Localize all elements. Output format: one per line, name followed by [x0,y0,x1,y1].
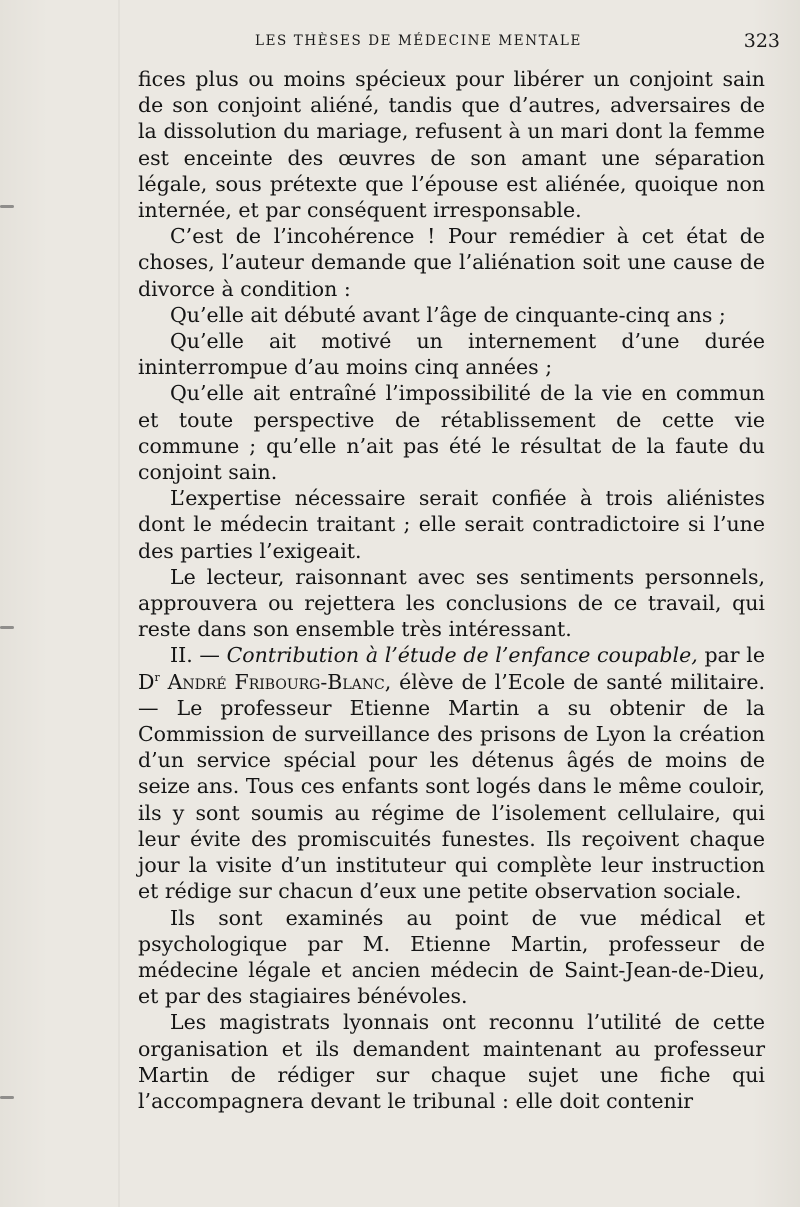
paragraph-condition-3: Qu’elle ait entraîné l’impossibilité de la vie en commun et toute perspective de rétablissement de cette vie commune ; qu’elle n’ait pas été le résultat de la faute du conjoint sain. [138,381,765,485]
page-number: 323 [743,30,780,52]
paragraph-condition-2: Qu’elle ait motivé un internement d’une durée ininterrompue d’au moins cinq années ; [138,329,765,380]
margin-mark [0,626,14,629]
section-numeral: II. — [170,643,220,668]
author-name: André Fribourg-Blanc [167,669,385,694]
body-text [138,66,765,1114]
paragraph-condition-1: Qu’elle ait débuté avant l’âge de cinquante-cinq ans ; [170,302,726,327]
author-prefix: par le D [138,643,765,694]
paragraph: Les magistrats lyonnais ont reconnu l’utilité de cette organisation et ils demandent maintenant au professeur Martin de rédiger sur chaque sujet une fiche qui l’accompagnera devant le tribunal : elle doit contenir [138,1010,765,1113]
paragraph-continuation: fices plus ou moins spécieux pour libérer un conjoint sain de son conjoint aliéné, tandis que d’autres, adversaires de la dissolution du mariage, refusent à un mari dont la femme est enceinte des œuvres de son amant une séparation légale, sous prétexte que l’épouse est aliénée, quoique non internée, et par conséquent irresponsable. [138,67,765,223]
margin-mark [0,205,14,208]
section-body: , élève de l’Ecole de santé militaire. — Le professeur Etienne Martin a su obtenir de la Commission de surveillance des prisons de Lyon la création d’un service spécial pour les détenus âgés de moins de seize ans. Tous ces enfants sont logés dans le même couloir, ils y sont soumis au régime de l’isolement cellulaire, qui leur évite des promiscuités funestes. Ils reçoivent chaque jour la visite d’un instituteur qui complète leur instruction et rédige sur chacun d’eux une petite observation sociale. [138,669,765,904]
margin-mark [0,1096,14,1099]
section-title: Contribution à l’étude de l’enfance coupable, [226,643,698,668]
paragraph: Le lecteur, raisonnant avec ses sentiments personnels, approuvera ou rejettera les conclusions de ce travail, qui reste dans son ensemble très intéressant. [138,564,765,642]
paragraph: Ils sont examinés au point de vue médical et psychologique par M. Etienne Martin, professeur de médecine légale et ancien médecin de Saint-Jean-de-Dieu, et par des stagiaires bénévoles. [138,905,765,1009]
author-prefix-sup: r [154,670,160,684]
running-head: LES THÈSES DE MÉDECINE MENTALE [255,33,582,49]
section-paragraph [138,642,765,904]
paragraph: L’expertise nécessaire serait confiée à trois aliénistes dont le médecin traitant ; elle serait contradictoire si l’une des parties l’exigeait. [138,486,765,563]
paragraph: C’est de l’incohérence ! Pour remédier à cet état de choses, l’auteur demande que l’aliénation soit une cause de divorce à condition : [138,224,765,301]
page-gutter-shadow [118,0,120,1207]
